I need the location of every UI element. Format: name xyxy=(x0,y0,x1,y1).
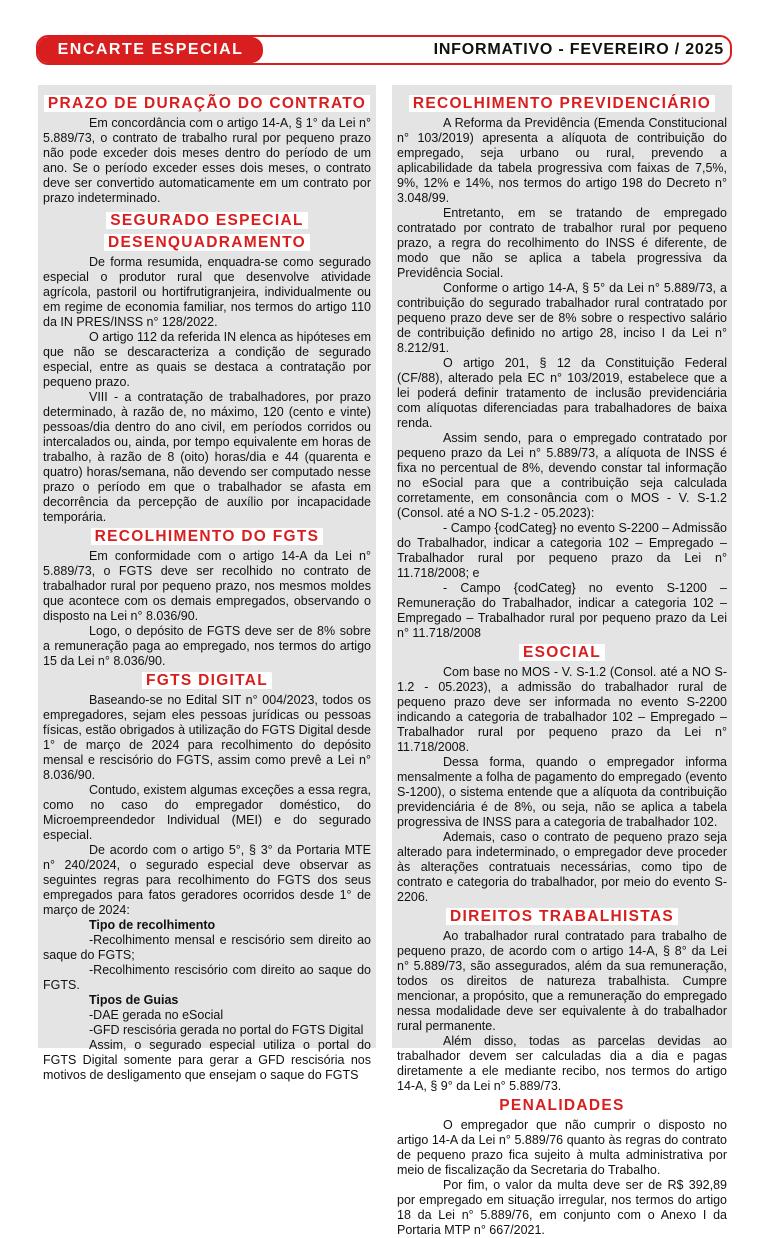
paragraph: Em concordância com o artigo 14-A, § 1° da Lei n° 5.889/73, o contrato de trabalho rural por pequeno prazo não pode exceder dois meses dentro do período de um ano. Se o período exceder esses dois meses, o contrato deve ser convertido automaticamente em um contrato por prazo indeterminado. xyxy=(43,116,371,205)
paragraph: - Campo {codCateg} no evento S-1200 – Remuneração do Trabalhador, indicar a categoria 102 – Empregado – Trabalhador rural por pequeno prazo da Lei n° 11.718/2008 xyxy=(397,581,727,640)
paragraph: VIII - a contratação de trabalhadores, por prazo determinado, à razão de, no máximo, 120 (cento e vinte) pessoas/dia dentro do ano civil, em períodos corridos ou intercalados ou, ainda, por tempo equivalente em horas de trabalho, à razão de 8 (oito) horas/dia e 44 (quarenta e quatro) horas/semana, não devendo ser computado nesse prazo o período em que o trabalhador se afasta em decorrência da percepção de auxílio por incapacidade temporária. xyxy=(43,390,371,524)
subheading-tipo-recolhimento: Tipo de recolhimento xyxy=(89,918,216,932)
paragraph: Entretanto, em se tratando de empregado contratado por contrato de trabalhor rural por pequeno prazo, a regra do recolhimento do INSS é diferente, de modo que não se aplica a tabela progressiva da Previdência Social. xyxy=(397,206,727,280)
paragraph: De forma resumida, enquadra-se como segurado especial o produtor rural que desenvolve atividade agrícola, pastoril ou hortifrutigranjeira, individualmente ou em regime de economia familiar, nos termos do artigo 110 da IN PRES/INSS n° 128/2022. xyxy=(43,255,371,329)
heading-desenquadramento: DESENQUADRAMENTO xyxy=(43,233,371,252)
page-header xyxy=(36,35,732,65)
paragraph: O empregador que não cumprir o disposto no artigo 14-A da Lei n° 5.889/76 quanto às regras do contrato de pequeno prazo fica sujeito à multa administrativa por meio de fiscalização da Secretaria do Trabalho. xyxy=(397,1118,727,1177)
section-label: ENCARTE ESPECIAL xyxy=(38,37,263,63)
right-column xyxy=(392,85,732,1237)
publication-title: INFORMATIVO - FEVEREIRO / 2025 xyxy=(433,41,724,58)
left-column xyxy=(38,85,376,1082)
paragraph: -Recolhimento rescisório com direito ao saque do FGTS. xyxy=(43,963,371,992)
paragraph: Ademais, caso o contrato de pequeno prazo seja alterado para indeterminado, o empregador deve proceder às alterações contratuais necessárias, como tipo de contrato e categoria do trabalhador, por meio do evento S-2206. xyxy=(397,830,727,904)
paragraph: -Recolhimento mensal e rescisório sem direito ao saque do FGTS; xyxy=(43,933,371,962)
paragraph: Baseando-se no Edital SIT n° 004/2023, todos os empregadores, sejam eles pessoas jurídicas ou pessoas físicas, estão obrigados à utilização do FGTS Digital desde 1° de março de 2024 para recolhimento do depósito mensal e rescisório do FGTS, assim como prevê a Lei n° 8.036/90. xyxy=(43,693,371,782)
paragraph: Logo, o depósito de FGTS deve ser de 8% sobre a remuneração paga ao empregado, nos termos do artigo 15 da Lei n° 8.036/90. xyxy=(43,624,371,668)
heading-esocial: ESOCIAL xyxy=(397,643,727,662)
paragraph: Com base no MOS - V. S-1.2 (Consol. até a NO S-1.2 - 05.2023), a admissão do trabalhador rural de pequeno prazo deve ser informada no evento S-2200 indicando a categoria de trabalhador 102 – Empregado – Trabalhador rural por pequeno prazo da Lei n° 11.718/2008. xyxy=(397,665,727,754)
paragraph: A Reforma da Previdência (Emenda Constitucional n° 103/2019) apresenta a alíquota de contribuição do empregado, seja urbano ou rural, prevendo a aplicabilidade da tabela progressiva com faixas de 7,5%, 9%, 12% e 14%, nos termos do artigo 198 do Decreto n° 3.048/99. xyxy=(397,116,727,205)
paragraph: De acordo com o artigo 5°, § 3° da Portaria MTE n° 240/2024, o segurado especial deve observar as seguintes regras para recolhimento do FGTS dos seus empregados para fatos geradores ocorridos desde 1° de março de 2024: xyxy=(43,843,371,917)
paragraph: Além disso, todas as parcelas devidas ao trabalhador devem ser calculadas dia a dia e pagas diretamente a ele mediante recibo, nos termos do artigo 14-A, § 9° da Lei n° 5.889/73. xyxy=(397,1034,727,1093)
heading-prazo: PRAZO DE DURAÇÃO DO CONTRATO xyxy=(43,94,371,113)
paragraph: Dessa forma, quando o empregador informa mensalmente a folha de pagamento do empregado (evento S-1200), o sistema entende que a alíquota da contribuição previdenciária é de 8%, ou seja, não se aplica a tabela progressiva de INSS para a categoria de trabalhador 102. xyxy=(397,755,727,829)
paragraph: - Campo {codCateg} no evento S-2200 – Admissão do Trabalhador, indicar a categoria 102 – Empregado – Trabalhador rural por pequeno prazo da Lei n° 11.718/2008; e xyxy=(397,521,727,580)
heading-fgts-digital: FGTS DIGITAL xyxy=(43,671,371,690)
paragraph: Assim sendo, para o empregado contratado por pequeno prazo da Lei n° 5.889/73, a alíquota de INSS é fixa no percentual de 8%, devendo constar tal informação no eSocial para que a contribuição seja calculada corretamente, em consonância com o MOS - V. S-1.2 (Consol. até a NO S-1.2 - 05.2023): xyxy=(397,431,727,520)
paragraph: -DAE gerada no eSocial xyxy=(89,1008,224,1022)
heading-segurado-especial: SEGURADO ESPECIAL xyxy=(43,211,371,230)
subheading-tipos-guias: Tipos de Guias xyxy=(89,993,179,1007)
paragraph: Contudo, existem algumas exceções a essa regra, como no caso do empregador doméstico, do Microempreendedor Individual (MEI) e do segurado especial. xyxy=(43,783,371,842)
heading-recolhimento-fgts: RECOLHIMENTO DO FGTS xyxy=(43,527,371,546)
paragraph: O artigo 201, § 12 da Constituição Federal (CF/88), alterado pela EC n° 103/2019, estabelece que a lei poderá definir tratamento de inclusão previdenciária com alíquotas diferenciadas para trabalhadores de baixa renda. xyxy=(397,356,727,430)
heading-recolhimento-previdenciario: RECOLHIMENTO PREVIDENCIÁRIO xyxy=(397,94,727,113)
paragraph: O artigo 112 da referida IN elenca as hipóteses em que não se descaracteriza a condição de segurado especial, entre as quais se destaca a contratação por pequeno prazo. xyxy=(43,330,371,389)
paragraph: Ao trabalhador rural contratado para trabalho de pequeno prazo, de acordo com o artigo 14-A, § 8° da Lei n° 5.889/73, são assegurados, além da sua remuneração, todos os direitos de natureza trabalhista. Cumpre mencionar, a propósito, que a remuneração do empregado nessa modalidade deve ser equivalente à do trabalhador rural permanente. xyxy=(397,929,727,1033)
heading-direitos-trabalhistas: DIREITOS TRABALHISTAS xyxy=(397,907,727,926)
heading-penalidades: PENALIDADES xyxy=(397,1096,727,1115)
paragraph: Em conformidade com o artigo 14-A da Lei n° 5.889/73, o FGTS deve ser recolhido no contrato de trabalhador rural por pequeno prazo, nos mesmos moldes que acontece com os demais empregados, observando o disposto na Lei n° 8.036/90. xyxy=(43,549,371,623)
paragraph: -GFD rescisória gerada no portal do FGTS Digital xyxy=(89,1023,364,1037)
paragraph: Por fim, o valor da multa deve ser de R$ 392,89 por empregado em situação irregular, nos termos do artigo 18 da Lei n° 5.889/76, em conjunto com o Anexo I da Portaria MTP n° 667/2021. xyxy=(397,1178,727,1237)
paragraph: Assim, o segurado especial utiliza o portal do FGTS Digital somente para gerar a GFD rescisória nos motivos de desligamento que ensejam o saque do FGTS xyxy=(43,1038,371,1082)
paragraph: Conforme o artigo 14-A, § 5° da Lei n° 5.889/73, a contribuição do segurado trabalhador rural contratado por pequeno prazo deve ser de 8% sobre o respectivo salário de contribuição definido no artigo 28, inciso I da Lei n° 8.212/91. xyxy=(397,281,727,355)
